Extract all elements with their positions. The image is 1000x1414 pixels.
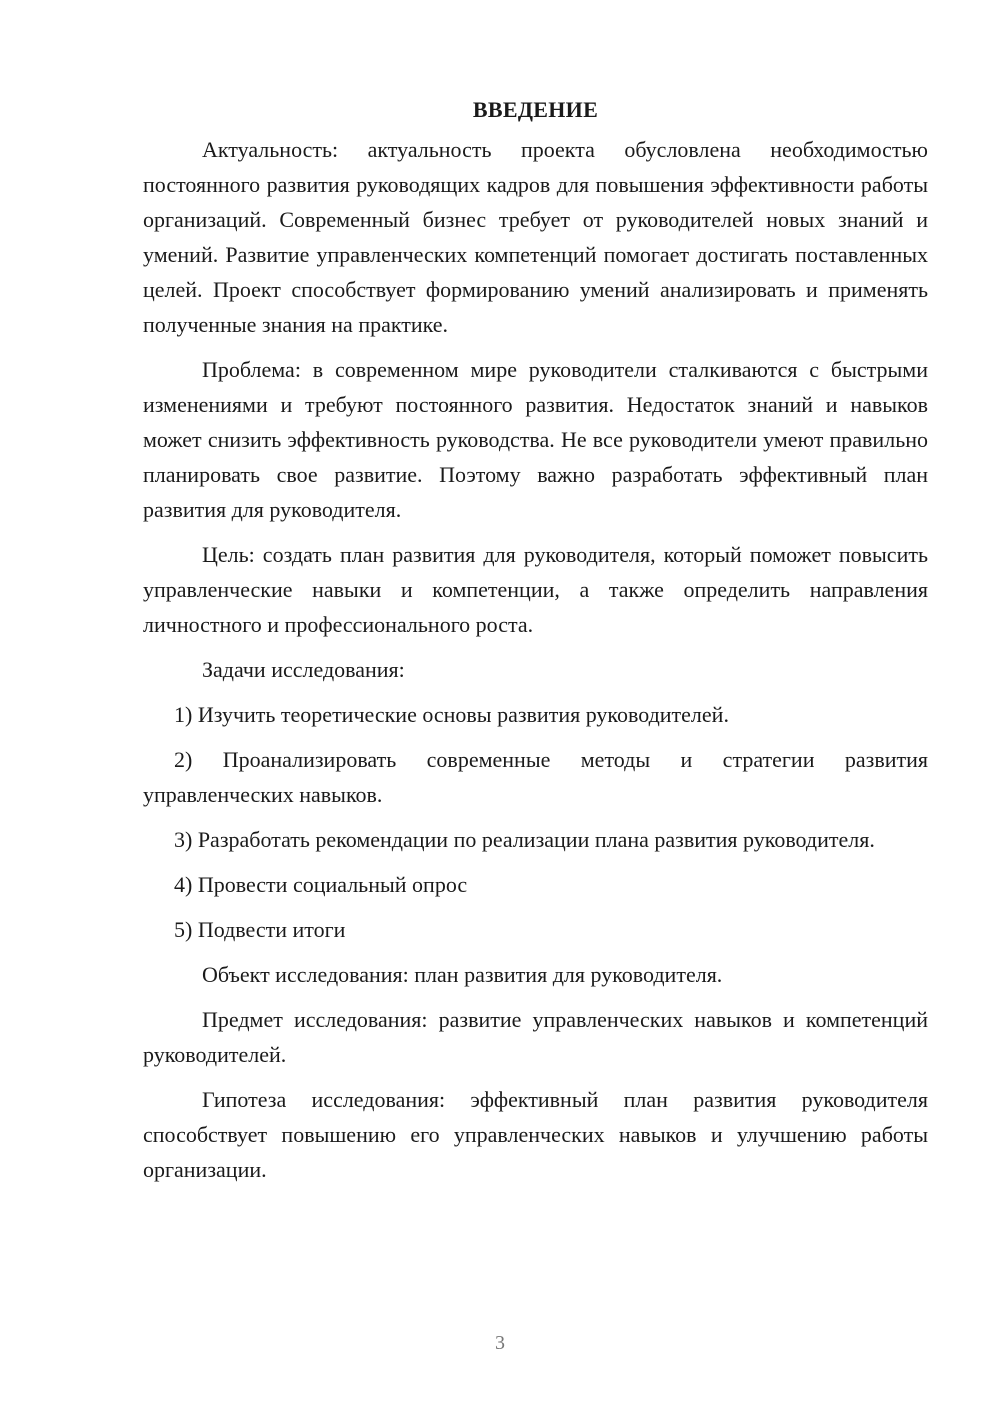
page-number: 3 (495, 1332, 505, 1354)
relevance-paragraph: Актуальность: актуальность проекта обусловлена необходимостью постоянного развития руководящих кадров для повышения эффективности работы организаций. Современный бизнес требует от руководителей новых знаний и умений. Развитие управленческих компетенций помогает достигать поставленных целей. Проект способствует формированию умений анализировать и применять полученные знания на практике. (143, 137, 928, 337)
task-item-2: 2) Проанализировать современные методы и стратегии развития управленческих навыков. (143, 747, 928, 807)
goal-paragraph: Цель: создать план развития для руководителя, который поможет повысить управленческие навыки и компетенции, а также определить направления личностного и профессионального роста. (143, 542, 928, 637)
problem-paragraph: Проблема: в современном мире руководители сталкиваются с быстрыми изменениями и требуют постоянного развития. Недостаток знаний и навыков может снизить эффективность руководства. Не все руководители умеют правильно планировать свое развитие. Поэтому важно разработать эффективный план развития для руководителя. (143, 357, 928, 522)
task-item-1: 1) Изучить теоретические основы развития руководителей. (174, 702, 729, 727)
task-item-5: 5) Подвести итоги (174, 917, 346, 942)
hypothesis-paragraph: Гипотеза исследования: эффективный план развития руководителя способствует повышению его управленческих навыков и улучшению работы организации. (143, 1087, 928, 1182)
tasks-title: Задачи исследования: (202, 657, 405, 682)
task-item-4: 4) Провести социальный опрос (174, 872, 468, 897)
document-page (143, 92, 928, 1187)
section-heading: ВВЕДЕНИЕ (472, 97, 599, 122)
task-item-3: 3) Разработать рекомендации по реализации плана развития руководителя. (174, 827, 875, 852)
object-paragraph: Объект исследования: план развития для руководителя. (202, 962, 723, 987)
subject-paragraph: Предмет исследования: развитие управленческих навыков и компетенций руководителей. (143, 1007, 928, 1067)
